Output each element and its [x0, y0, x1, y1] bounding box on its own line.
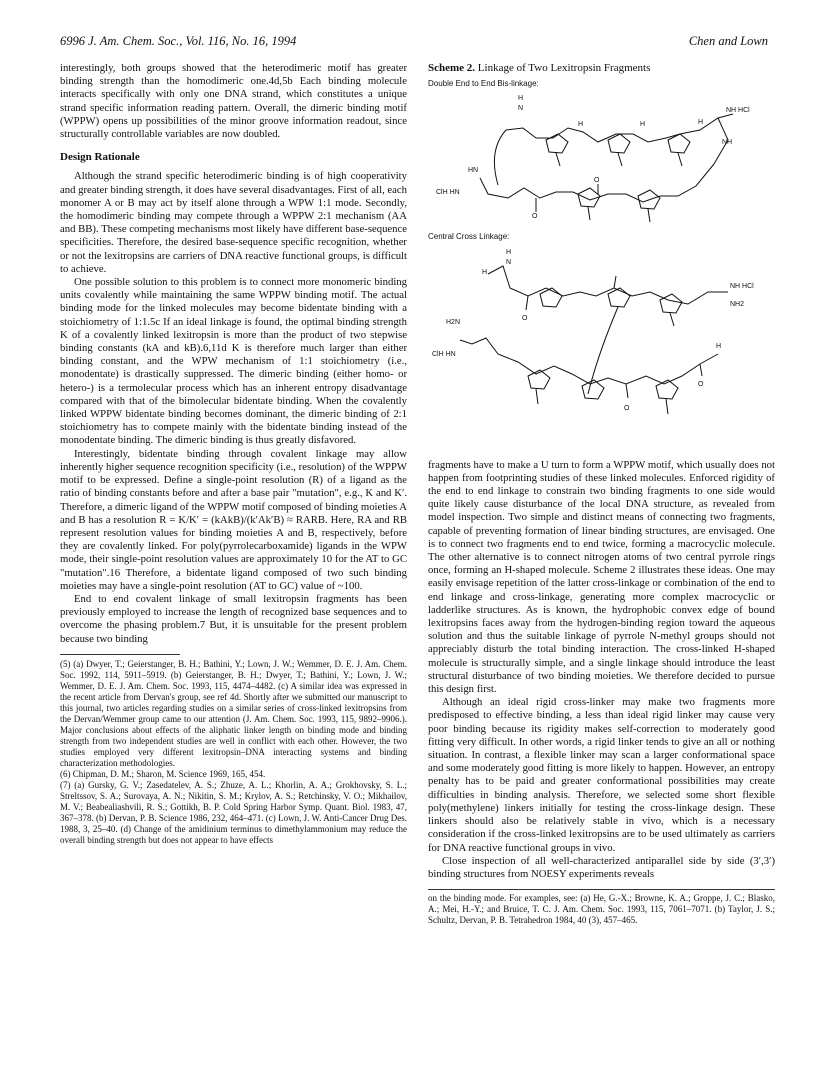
left-column: [60, 62, 407, 846]
atom-label: O: [594, 177, 600, 185]
atom-label: H: [482, 268, 488, 276]
atom-label: O: [698, 380, 704, 388]
atom-label: H: [716, 342, 722, 350]
atom-label: H: [698, 119, 704, 127]
scheme-2: [428, 62, 775, 459]
footnotes: [60, 659, 407, 846]
paragraph: Interestingly, bidentate binding through covalent linkage may allow inherently higher sequence recognition specificity (i.e., resolution) of the WPPW motif to be expressed. Define a single-point resolution (R) of a ligand as the ratio of binding constants before and after a base pair "mutation", e.g., K and K′. Therefore, a dimeric ligand of the WPPW motif composed of binding moieties A and B has a resolution R = K/K′ = (kAkB)/(k′Ak′B) ≈ RARB. Here, RA and RB represent resolution values for binding moieties A and B, respectively, before they are covalently linked. For poly(pyrrolecarboxamide) ligands in the WPW mode, their single-point resolution values are approximately 10 for the AT to GC "mutation".16 Therefore, a bidentate ligand composed of two such binding moieties may have a single-point resolution (AT to GC) value of ~100.: [60, 447, 407, 592]
atom-label: O: [522, 314, 528, 322]
paragraph: Close inspection of all well-characterized antiparallel side by side (3′,3′) binding structures from NOESY experiments reveals: [428, 854, 775, 880]
paragraph: fragments have to make a U turn to form a WPPW motif, which usually does not happen from footprinting studies of these linked molecules. Enforced rigidity of the end to end linkage to constrain two binding fragments to one side would quite likely cause disturbance of the local DNA structure, as revealed from model inspection. Two simple and distinct means of connecting two fragments, capable of preventing formation of linear binding structures, are envisaged. One is to connect two fragments end to end twice, forming a macrocyclic molecule. The other alternative is to connect nitrogen atoms of two central pyrrole rings once, forming an H-shaped molecule. Scheme 2 illustrates these ideas. One may easily envisage repetition of the latter cross-linkage or combination of the end to end linkage and cross-linkage, generating more complex macrocyclic or ladderlike structures. As is known, the hydrophobic convex edge of bound lexitropsins faces away from the hydrogen-binding region toward the aqueous solution and thus the suitable linkage of pyrrole N-methyl groups should not appreciably disturb the total binding interaction. The cross-linked H-shaped molecule is structurally simple, and a single linkage should introduce the least structural disturbance of two binding moieties. We therefore decided to pursue this design first.: [428, 458, 775, 696]
scheme-label: Scheme 2.: [428, 62, 476, 74]
cl-h-hn-label: ClH HN: [432, 350, 456, 358]
atom-label: O: [624, 404, 630, 412]
right-column: [428, 62, 775, 926]
paragraph: Although an ideal rigid cross-linker may make two fragments more predisposed to effective binding, a less than ideal rigid linker may cause very poor binding because its rigidity makes self-correction to moderately good fitting very difficult. In other words, a rigid linker tends to give an all or nothing situation. In contrast, a flexible linker may scan a larger conformational space and some moderately good fitting is more likely to happen. However, an entropy penalty has to be paid and greater conformational possibilities may create difficulties in binding analysis. Therefore, we selected some short flexible poly(methylene) linkers initially for testing the cross-linkage design. These linkers should also be relatively stable in vivo, which is a necessary consideration if the cross-linked lexitropsins are to be used ultimately as carriers for DNA reactive functional groups in vivo.: [428, 696, 775, 854]
hn-label: HN: [468, 167, 479, 175]
scheme-caption: Linkage of Two Lexitropsin Fragments: [477, 62, 651, 74]
footnote: (6) Chipman, D. M.; Sharon, M. Science 1969, 165, 454.: [60, 768, 266, 779]
atom-label: H: [518, 95, 524, 103]
h2n-label: H2N: [446, 318, 461, 326]
running-authors: Chen and Lown: [688, 34, 768, 48]
journal-citation: 6996 J. Am. Chem. Soc., Vol. 116, No. 16, 1994: [60, 34, 297, 48]
macrocycle-structure: [428, 90, 775, 230]
paragraph: End to end covalent linkage of small lexitropsin fragments has been previously employed to increase the length of recognized base sequences and to overcome the phasing problem.7 But, it is unsuitable for the present problem because two binding: [60, 592, 407, 645]
scheme-subtitle-bis-linkage: Double End to End Bis-linkage:: [428, 79, 539, 89]
h-shaped-structure: [428, 244, 775, 459]
footnote: (5) (a) Dwyer, T.; Geierstanger, B. H.; Bathini, Y.; Lown, J. W.; Wemmer, D. E. J. Am. Chem. Soc. 1992, 114, 5911–5919. (b) Geierstanger, B. H.; Dwyer, T.; Bathini, Y.; Lown, J. W.; Wemmer, D. E. J. Am. Chem. Soc. 1993, 115, 4474–4482. (c) A similar idea was expressed in the recent article from Dervan's group, see ref 4d. Shortly after we submitted our manuscript to this journal, two articles regarding studies on a similar series of cross-linked lexitropsins from the Dervan/Wemmer group came to our attention (J. Am. Chem. Soc. 1993, 115, 9892–9906.). Major conclusions about effects of the aliphatic linker length on binding mode and binding strength from two independent studies are well in conflict with each other. However, the two studies employed very different lexitropsin–DNA interacting systems and binding characterization methodologies.: [60, 658, 407, 768]
paragraph: Although the strand specific heterodimeric binding is of high cooperativity and greater binding strength, it does have several disadvantages. First of all, each monomer A or B may act by itself alone through a WPW 1:1 mode. Secondly, the homodimeric binding may compete through a WPPW 2:1 mechanism (AA and BB). These competing mechanisms most likely have different base-sequence specificities. Therefore, the desired base-sequence specific recognition, whether or not the lexitropsins are carriers of DNA reactive functional groups, is difficult to achieve.: [60, 170, 407, 275]
scheme-subtitle-cross-linkage: Central Cross Linkage:: [428, 232, 510, 242]
nh-hcl-label: NH HCl: [726, 107, 750, 115]
atom-label: N: [506, 258, 512, 266]
footnote-continuation: on the binding mode. For examples, see: (a) He, G.-X.; Browne, K. A.; Groppe, J. C.; Blasko, A.; Mei, H.-Y.; and Bruice, T. C. J. Am. Chem. Soc. 1993, 115, 7061–7071. (b) Taylor, J. S.; Schultz, Dervan, P. B. Tetrahedron 1984, 40 (3), 457–465.: [428, 889, 775, 926]
section-heading: Design Rationale: [60, 151, 140, 164]
atom-label: H: [578, 121, 584, 129]
atom-label: N: [518, 105, 524, 113]
paragraph: One possible solution to this problem is to connect more monomeric binding units covalently while maintaining the same WPPW binding motif. The actual binding mode for the linked molecules may become bidentate binding with a stoichiometry of 1:1.5c If an ideal linkage is found, the optimal binding strength K of a covalently linked lexitropsin is more than the product of two stepwise binding constants (kA and kB).6,11d K is therefore much larger than either binding constant, and the WPW mechanism of 1:1 stoichiometry (i.e., monodentate) is drastically suppressed. The dimeric binding (either homo- or hetero-) is a termolecular process which has an inherent entropy disadvantage compared with that of the bimolecular bidentate binding. When the covalently linked WPPW bidentate binding becomes dominant, the dimeric binding of 2:1 stoichiometry has to compete mainly with the bidentate binding instead of the monodentate binding. The dimeric binding is thus greatly disfavored.: [60, 276, 407, 447]
page-header: [60, 34, 768, 52]
cl-h-hn-label: ClH HN: [436, 189, 460, 197]
paragraph: interestingly, both groups showed that the heterodimeric motif has greater binding strength than the homodimeric one.4d,5b Each binding molecule interacts specifically with only one DNA strand, which constitutes a unique strand specific information reading pattern. Overall, the dimeric binding motif (WPPW) opens up possibilities of the minor groove information readout, since structurally controllable variables are now doubled.: [60, 62, 407, 141]
footnote-rule: [60, 654, 180, 655]
atom-label: H: [640, 121, 646, 129]
nh-label: NH: [722, 139, 733, 147]
atom-label: O: [532, 213, 538, 221]
nh2-label: NH2: [730, 300, 745, 308]
atom-label: H: [506, 248, 512, 256]
footnote: (7) (a) Gursky, G. V.; Zasedatelev, A. S.; Zhuze, A. L.; Khorlin, A. A.; Grokhovsky, S. L.; Streltssov, S. A.; Surovaya, A. N.; Nikitin, S. M.; Krylov, A. S.; Retchinsky, V. O.; Mikhailov, M. V.; Beabealiashvili, R. S.; Gottikh, B. P. Cold Spring Harbor Symp. Quant. Biol. 1983, 47, 367–378. (b) Dervan, P. B. Science 1986, 232, 464–471. (c) Lown, J. W. Anti-Cancer Drug Des. 1988, 3, 25–40. (d) Change of the amidinium terminus to dimethylammonium may reduce the overall binding strength but does not appear to have effects: [60, 779, 407, 845]
nh-hcl-label: NH HCl: [730, 282, 754, 290]
scheme-title: [428, 62, 775, 75]
